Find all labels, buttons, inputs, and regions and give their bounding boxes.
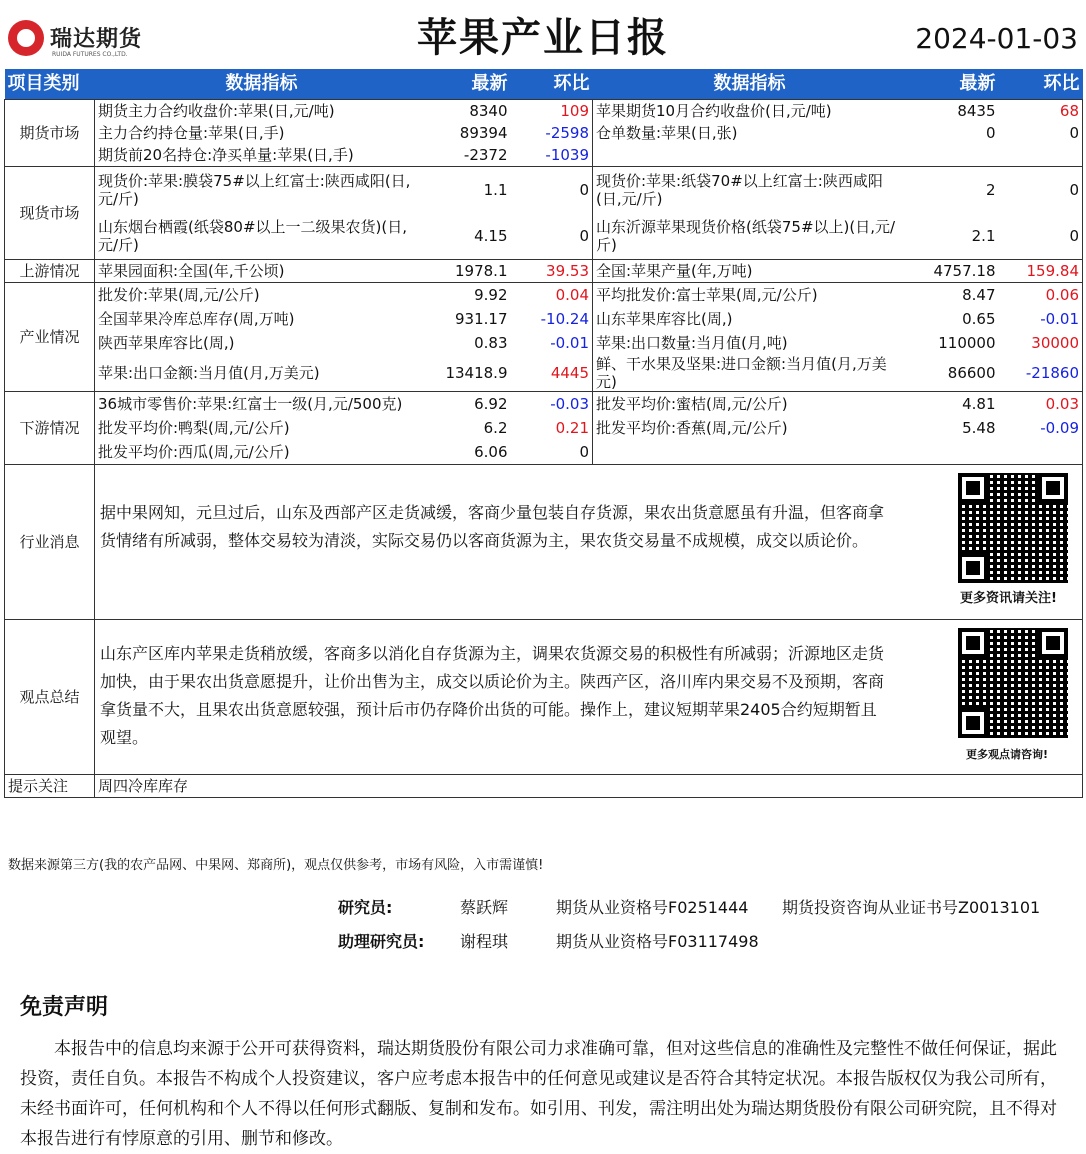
table-row — [5, 440, 1083, 465]
indicator-name: 苹果园面积:全国(年,千公顷) — [95, 260, 429, 283]
indicator-name: 期货主力合约收盘价:苹果(日,元/吨) — [95, 100, 429, 123]
indicator-latest: 8340 — [429, 100, 511, 123]
indicator-name: 全国:苹果产量(年,万吨) — [593, 260, 907, 283]
category-label: 上游情况 — [5, 260, 95, 283]
indicator-latest: 13418.9 — [445, 364, 508, 382]
hint-row — [5, 775, 1083, 798]
page-title: 苹果产业日报 — [417, 15, 669, 61]
indicator-name: 山东苹果库容比(周,) — [593, 307, 907, 331]
assistant-cert: 期货从业资格号F03117498 — [556, 932, 759, 951]
qr-code-view[interactable] — [958, 628, 1068, 738]
news-content — [98, 465, 1079, 619]
hint-text: 周四冷库库存 — [95, 775, 1083, 798]
indicator-name: 批发平均价:西瓜(周,元/公斤) — [98, 443, 290, 461]
indicator-change: 39.53 — [511, 260, 593, 283]
view-qr-caption: 更多观点请咨询! — [966, 748, 1049, 761]
indicator-name: 批发平均价:鸭梨(周,元/公斤) — [98, 419, 290, 437]
category-label: 下游情况 — [5, 392, 95, 465]
table-row — [5, 144, 1083, 167]
indicator-name: 山东沂源苹果现货价格(纸袋75#以上)(日,元/斤) — [593, 213, 907, 260]
news-label: 行业消息 — [5, 465, 95, 620]
table-row — [5, 392, 1083, 417]
indicator-name — [593, 144, 907, 167]
indicator-latest: 2 — [907, 167, 999, 214]
report-header — [0, 0, 1086, 68]
indicator-latest: 4.15 — [474, 227, 508, 245]
indicator-name: 鲜、干水果及坚果:进口金额:当月值(月,万美元) — [593, 355, 907, 392]
indicator-latest: 86600 — [947, 364, 996, 382]
indicator-latest: 0.83 — [474, 334, 508, 352]
indicator-name: 苹果:出口金额:当月值(月,万美元) — [98, 364, 320, 382]
indicator-name: 全国苹果冷库总库存(周,万吨) — [98, 310, 295, 328]
indicator-change: -0.03 — [511, 392, 593, 417]
table-row — [5, 100, 1083, 123]
news-row — [5, 465, 1083, 620]
news-cell — [95, 465, 1083, 620]
header-category: 项目类别 — [5, 69, 95, 100]
assistant-name: 谢程琪 — [460, 932, 509, 951]
indicator-name: 期货前20名持仓:净买单量:苹果(日,手) — [98, 146, 354, 164]
indicator-latest: 0.65 — [962, 310, 996, 328]
indicator-latest: 1978.1 — [429, 260, 511, 283]
researcher-name: 蔡跃辉 — [460, 898, 509, 917]
indicator-change: -1039 — [545, 146, 589, 164]
indicator-name: 批发平均价:蜜桔(周,元/公斤) — [593, 392, 907, 417]
data-source-note: 数据来源第三方(我的农产品网、中果网、郑商所)，观点仅供参考，市场有风险，入市需谨慎! — [8, 858, 544, 873]
indicator-change: -21860 — [999, 355, 1083, 392]
indicator-change — [999, 144, 1083, 167]
table-row — [5, 331, 1083, 355]
header-indicator: 数据指标 — [95, 69, 429, 100]
indicator-change: 0 — [579, 227, 589, 245]
category-label: 产业情况 — [5, 283, 95, 392]
indicator-change: 0 — [579, 443, 589, 461]
indicator-change: 30000 — [999, 331, 1083, 355]
data-table — [4, 69, 1083, 798]
indicator-latest: 4757.18 — [907, 260, 999, 283]
view-cell — [95, 620, 1083, 775]
indicator-latest — [907, 144, 999, 167]
indicator-latest: 6.06 — [474, 443, 508, 461]
indicator-name: 现货价:苹果:纸袋70#以上红富士:陕西咸阳(日,元/斤) — [593, 167, 907, 214]
indicator-change: -0.01 — [550, 334, 589, 352]
header-latest: 最新 — [429, 69, 511, 100]
indicator-latest: 2.1 — [971, 227, 996, 245]
assistant-label: 助理研究员: — [338, 932, 425, 951]
indicator-name: 仓单数量:苹果(日,张) — [593, 122, 907, 144]
table-row — [5, 355, 1083, 392]
indicator-latest: 8.47 — [907, 283, 999, 308]
table-row — [5, 416, 1083, 440]
indicator-latest — [907, 440, 999, 465]
table-row — [5, 283, 1083, 308]
table-row — [5, 122, 1083, 144]
table-row — [5, 307, 1083, 331]
indicator-latest: -2372 — [463, 146, 508, 164]
indicator-latest: 4.81 — [907, 392, 999, 417]
table-row — [5, 167, 1083, 214]
indicator-name: 苹果:出口数量:当月值(月,吨) — [593, 331, 907, 355]
view-content — [98, 620, 1079, 774]
header-change: 环比 — [511, 69, 593, 100]
indicator-change: 68 — [999, 100, 1083, 123]
indicator-change: -0.01 — [999, 307, 1083, 331]
researcher-label: 研究员: — [338, 898, 393, 917]
view-text: 山东产区库内苹果走货稍放缓，客商多以消化自存货源为主，调果农货源交易的积极性有所减弱；沂源地区走货加快，由于果农出货意愿提升，让价出售为主，成交以质论价为主。陕西产区，洛川库内果交易不及预期，客商拿货量不大，且果农出货意愿较强，预计后市仍存降价出货的可能。操作上，建议短期苹果2405合约短期暂且观望。 — [100, 644, 885, 747]
researcher-cert: 期货从业资格号F0251444 — [556, 898, 749, 917]
indicator-name: 山东烟台栖霞(纸袋80#以上一二级果农货)(日,元/斤) — [98, 218, 407, 254]
indicator-latest: 8435 — [907, 100, 999, 123]
indicator-name: 陕西苹果库容比(周,) — [98, 334, 235, 352]
indicator-change: 0 — [999, 213, 1083, 260]
indicator-name: 主力合约持仓量:苹果(日,手) — [98, 124, 285, 142]
indicator-change: 159.84 — [999, 260, 1083, 283]
view-row — [5, 620, 1083, 775]
indicator-name: 批发平均价:香蕉(周,元/公斤) — [593, 416, 907, 440]
category-label: 现货市场 — [5, 167, 95, 260]
indicator-change — [999, 440, 1083, 465]
indicator-change: 0 — [999, 122, 1083, 144]
indicator-change: -10.24 — [540, 310, 589, 328]
table-row — [5, 260, 1083, 283]
indicator-latest: 0 — [985, 124, 996, 142]
indicator-change: 0 — [511, 167, 593, 214]
indicator-name — [593, 440, 907, 465]
qr-code-news[interactable] — [958, 473, 1068, 583]
hint-label: 提示关注 — [5, 775, 95, 798]
logo-subtext: RUIDA FUTURES CO.,LTD. — [52, 51, 128, 58]
view-label: 观点总结 — [5, 620, 95, 775]
indicator-change: 0.06 — [999, 283, 1083, 308]
indicator-name: 平均批发价:富士苹果(周,元/公斤) — [593, 283, 907, 308]
indicator-name: 批发价:苹果(周,元/公斤) — [95, 283, 429, 308]
logo-text: 瑞达期货 — [50, 27, 143, 52]
indicator-latest: 89394 — [459, 124, 508, 142]
news-qr-caption: 更多资讯请关注! — [960, 591, 1057, 606]
header-indicator-2: 数据指标 — [593, 69, 907, 100]
indicator-name: 现货价:苹果:膜袋75#以上红富士:陕西咸阳(日,元/斤) — [95, 167, 429, 214]
indicator-latest: 5.48 — [962, 419, 996, 437]
indicator-change: 0.03 — [999, 392, 1083, 417]
indicator-latest: 6.92 — [429, 392, 511, 417]
indicator-latest: 931.17 — [455, 310, 508, 328]
header-change-2: 环比 — [999, 69, 1083, 100]
indicator-name: 苹果期货10月合约收盘价(日,元/吨) — [593, 100, 907, 123]
news-text: 据中果网知，元旦过后，山东及西部产区走货减缓，客商少量包装自存货源，果农出货意愿虽有升温，但客商拿货情绪有所减弱，整体交易较为清淡，实际交易仍以客商货源为主，果农货交易量不成规模，成交以质论价。 — [100, 503, 885, 550]
indicator-change: 4445 — [550, 364, 589, 382]
researcher-cert-2: 期货投资咨询从业证书号Z0013101 — [782, 898, 1041, 917]
indicator-latest: 1.1 — [429, 167, 511, 214]
category-label: 期货市场 — [5, 100, 95, 167]
disclaimer-title: 免责声明 — [20, 995, 109, 1020]
indicator-latest: 9.92 — [429, 283, 511, 308]
indicator-change: 0.04 — [511, 283, 593, 308]
disclaimer-text: 本报告中的信息均来源于公开可获得资料，瑞达期货股份有限公司力求准确可靠，但对这些信息的准确性及完整性不做任何保证，据此投资，责任自负。本报告不构成个人投资建议，客户应考虑本报告中的任何意见或建议是否符合其特定状况。本报告版权仅为我公司所有，未经书面许可，任何机构和个人不得以任何形式翻版、复制和发布。如引用、刊发，需注明出处为瑞达期货股份有限公司研究院，且不得对本报告进行有悖原意的引用、删节和修改。 — [20, 1039, 1057, 1149]
indicator-change: 109 — [511, 100, 593, 123]
indicator-change: 0 — [999, 167, 1083, 214]
indicator-change: -2598 — [545, 124, 589, 142]
report-date: 2024-01-03 — [915, 22, 1078, 55]
table-row — [5, 213, 1083, 260]
indicator-latest: 6.2 — [483, 419, 508, 437]
table-header-row — [5, 69, 1083, 100]
indicator-latest: 110000 — [938, 334, 996, 352]
indicator-name: 36城市零售价:苹果:红富士一级(月,元/500克) — [95, 392, 429, 417]
indicator-change: -0.09 — [999, 416, 1083, 440]
header-latest-2: 最新 — [907, 69, 999, 100]
indicator-change: 0.21 — [555, 419, 589, 437]
